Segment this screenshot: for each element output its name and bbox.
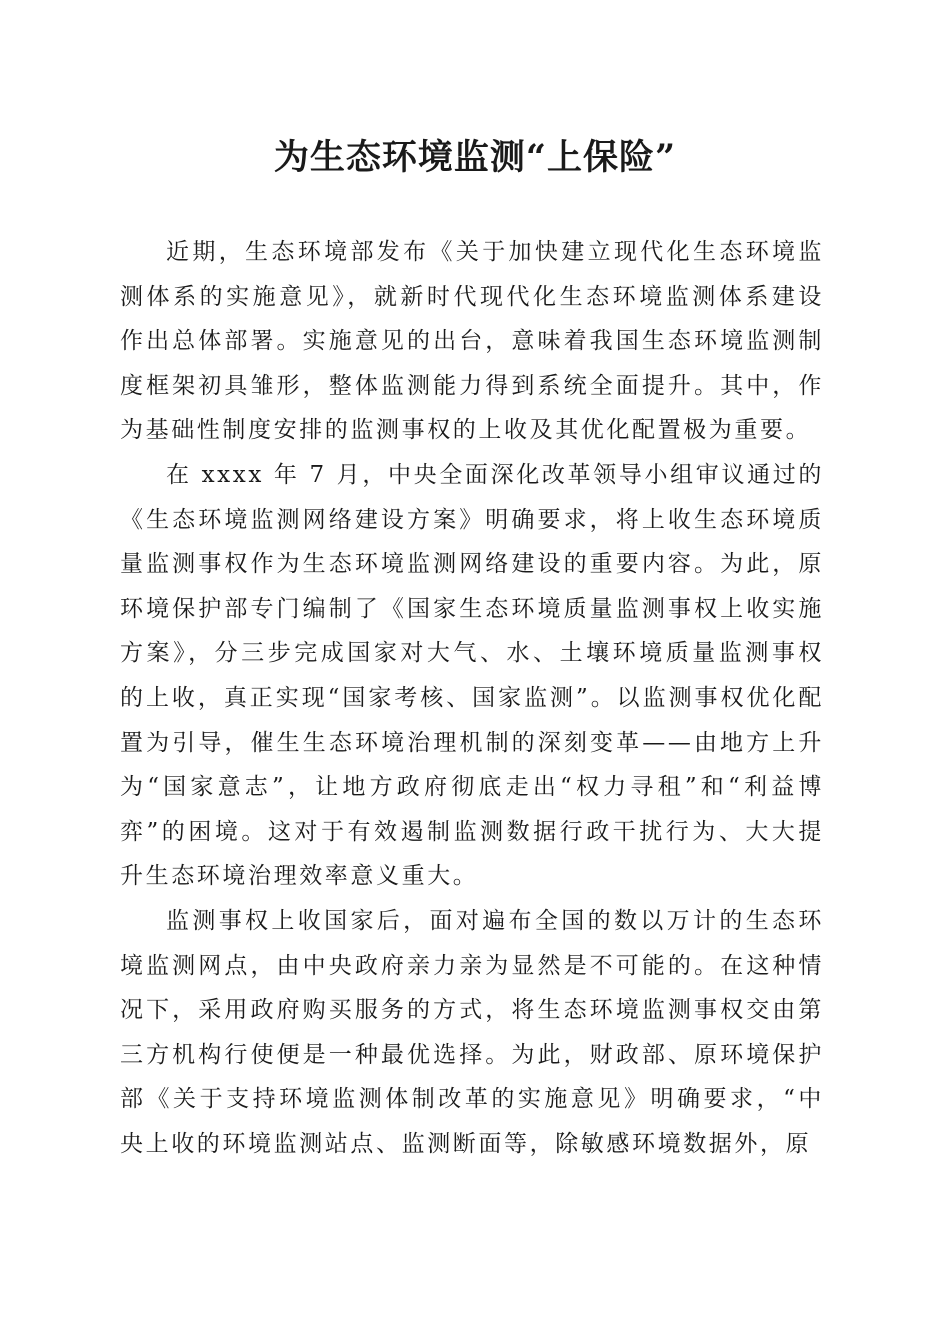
document-title: 为生态环境监测“上保险”	[273, 137, 677, 178]
document-body	[120, 230, 824, 1166]
paragraph-1: 近期，生态环境部发布《关于加快建立现代化生态环境监测体系的实施意见》，就新时代现代化生态环境监测体系建设作出总体部署。实施意见的出台，意味着我国生态环境监测制度框架初具雏形，整体监测能力得到系统全面提升。其中，作为基础性制度安排的监测事权的上收及其优化配置极为重要。	[120, 239, 824, 444]
paragraph-2: 在 xxxx 年 7 月，中央全面深化改革领导小组审议通过的《生态环境监测网络建设方案》明确要求，将上收生态环境质量监测事权作为生态环境监测网络建设的重要内容。为此，原环境保护部专门编制了《国家生态环境质量监测事权上收实施方案》，分三步完成国家对大气、水、土壤环境质量监测事权的上收，真正实现“国家考核、国家监测”。以监测事权优化配置为引导，催生生态环境治理机制的深刻变革——由地方上升为“国家意志”，让地方政府彻底走出“权力寻租”和“利益博弈”的困境。这对于有效遏制监测数据行政干扰行为、大大提升生态环境治理效率意义重大。	[120, 461, 824, 890]
paragraph-3: 监测事权上收国家后，面对遍布全国的数以万计的生态环境监测网点，由中央政府亲力亲为显然是不可能的。在这种情况下，采用政府购买服务的方式，将生态环境监测事权交由第三方机构行使便是一种最优选择。为此，财政部、原环境保护部《关于支持环境监测体制改革的实施意见》明确要求，“中央上收的环境监测站点、监测断面等，除敏感环境数据外，原	[120, 907, 824, 1157]
